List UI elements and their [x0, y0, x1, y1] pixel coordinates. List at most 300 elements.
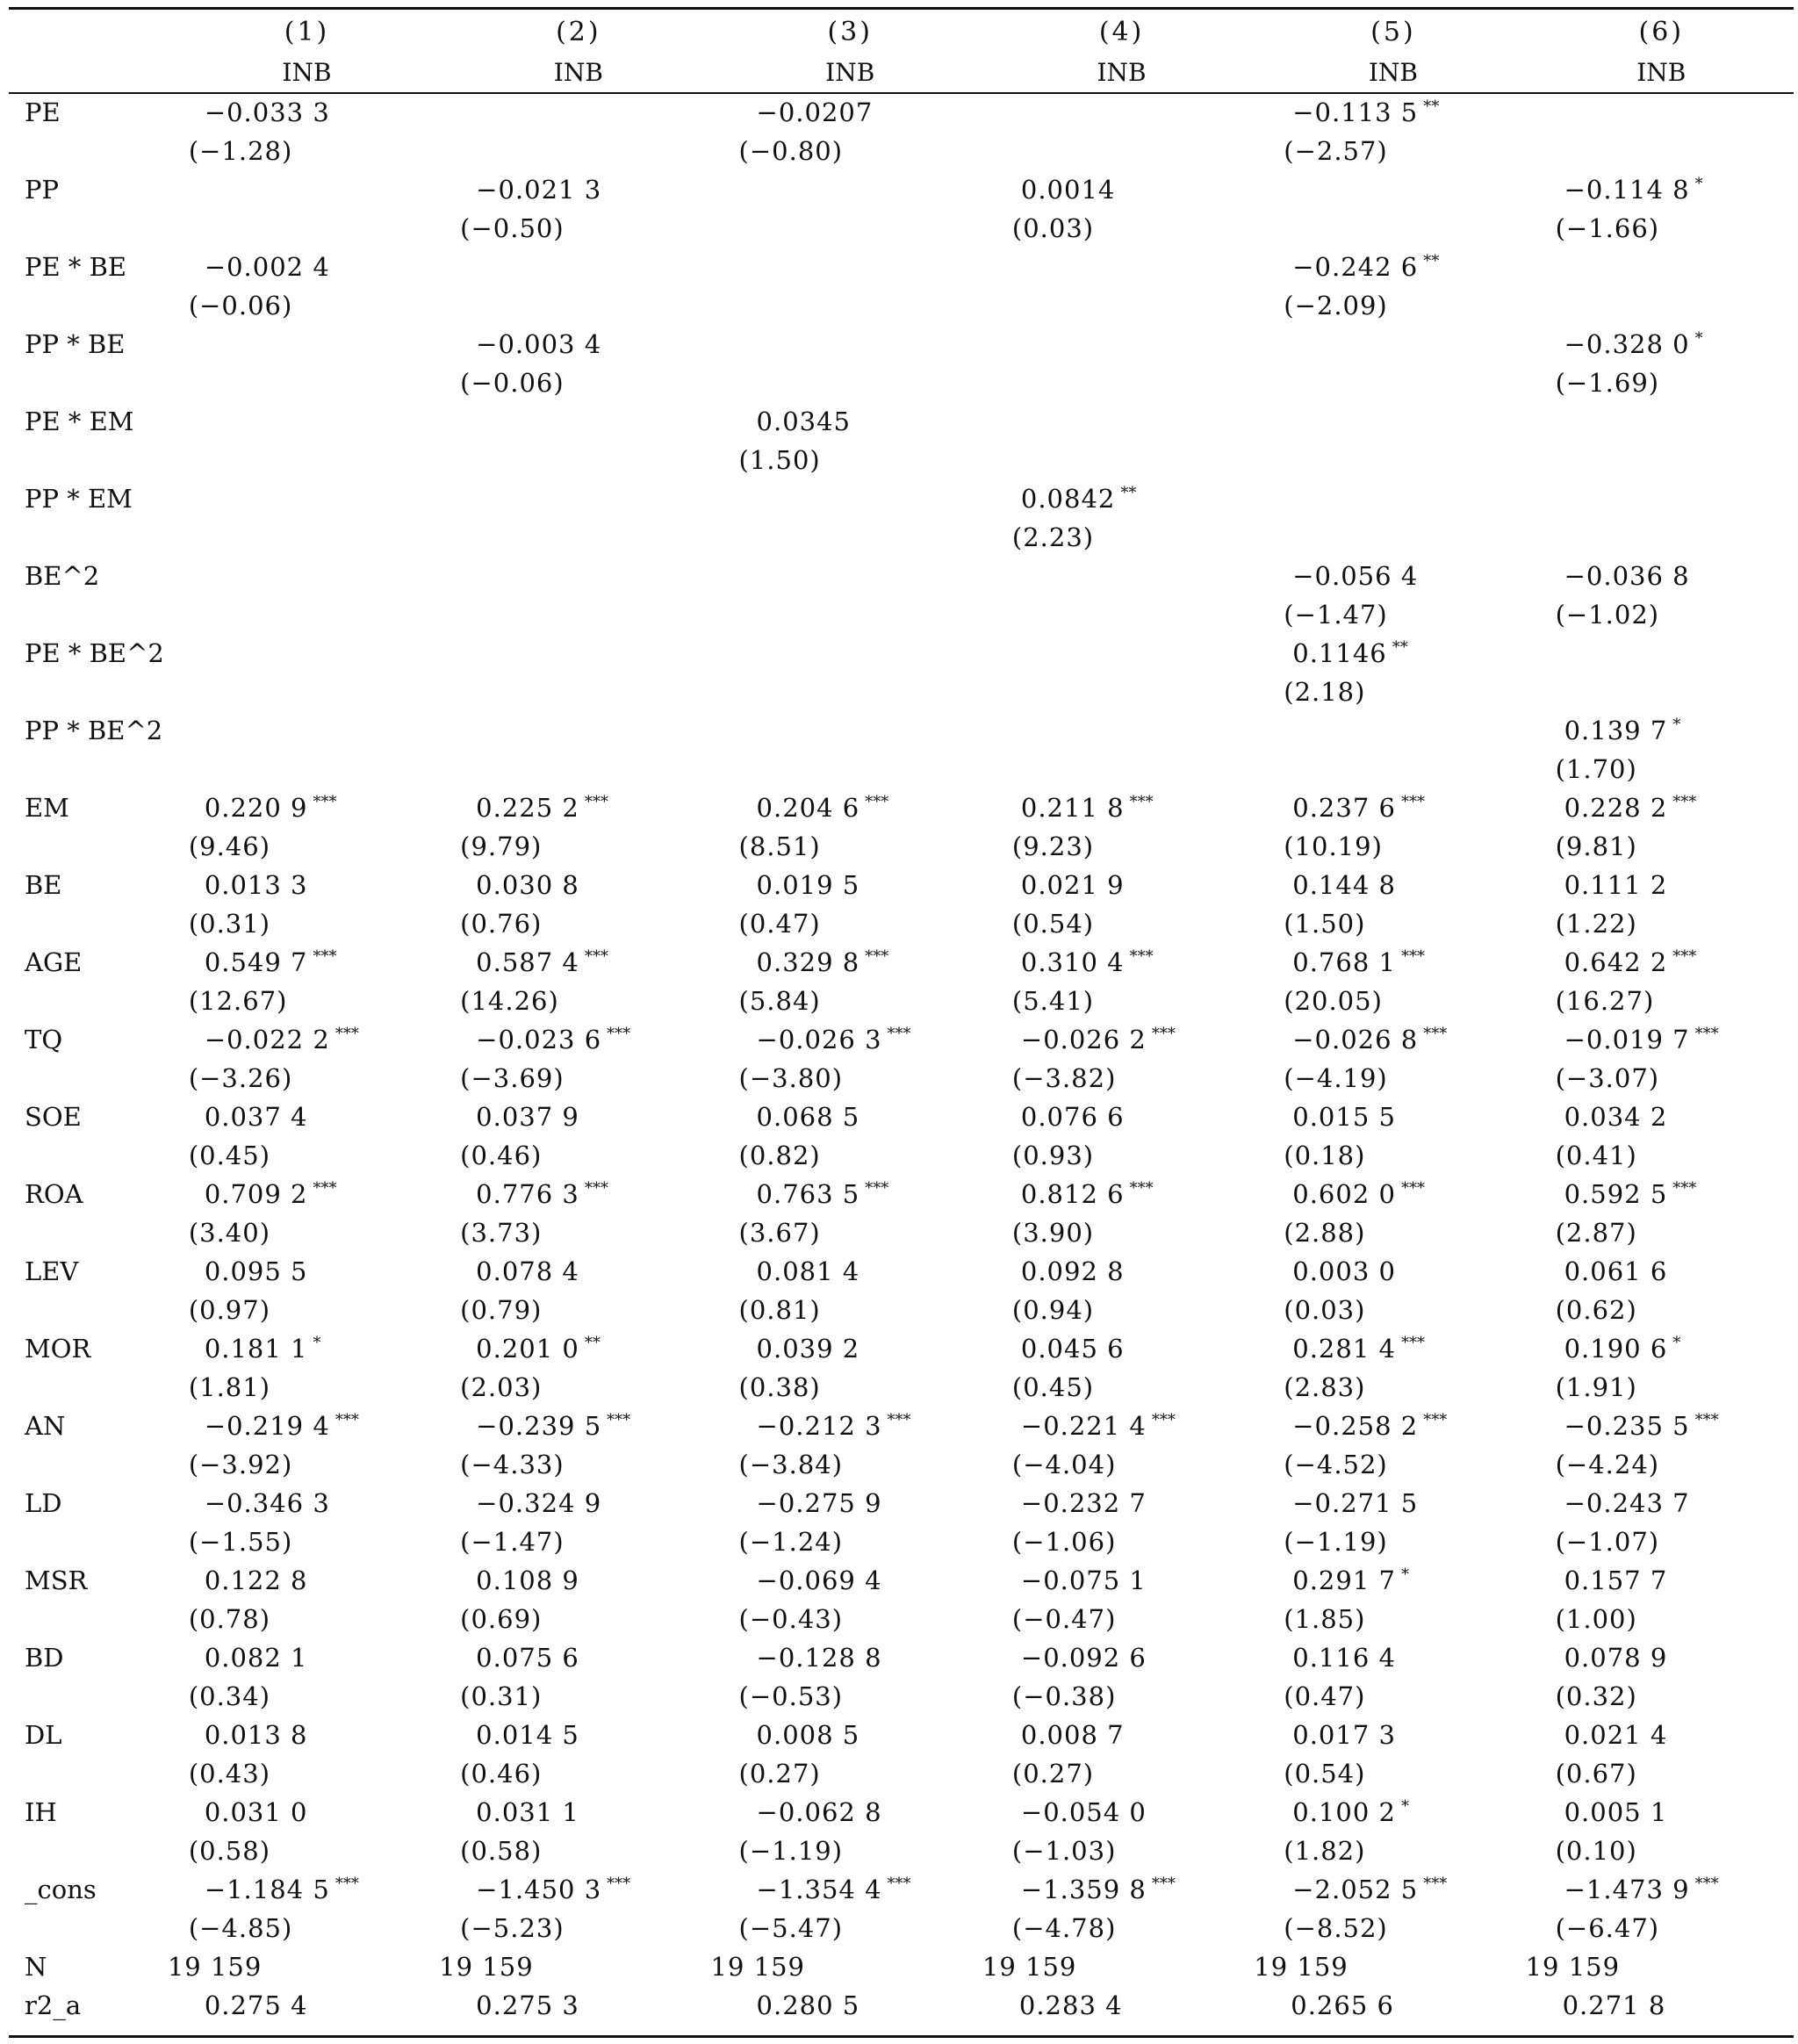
significance-stars: ***	[1129, 793, 1154, 812]
coefficient-value: 0.037 4	[204, 1102, 308, 1132]
t-statistic-cell	[986, 441, 1257, 479]
significance-stars: *	[1400, 1565, 1409, 1585]
t-statistic-value: (−4.04)	[1011, 1450, 1117, 1479]
t-statistic-value: (0.34)	[188, 1681, 271, 1711]
coefficient-cell	[1529, 634, 1794, 673]
col-dependent-var: INB	[553, 58, 603, 87]
coefficient-value: 0.008 5	[756, 1720, 860, 1750]
significance-stars: ***	[1694, 1875, 1719, 1894]
significance-stars: ***	[313, 793, 337, 812]
t-statistic-cell	[1529, 518, 1794, 557]
coefficient-cell	[1257, 1793, 1528, 1832]
coefficient-cell	[1257, 1175, 1528, 1213]
t-statistic-cell	[1529, 286, 1794, 325]
coefficient-cell	[1257, 1638, 1528, 1677]
coefficient-value: 0.211 8	[1020, 793, 1125, 823]
variable-name: BE	[25, 870, 62, 900]
t-statistic-cell	[442, 1909, 714, 1947]
coefficient-cell	[1257, 1561, 1528, 1600]
t-statistic-cell	[1257, 1754, 1528, 1793]
coefficient-value: 0.776 3	[476, 1179, 579, 1209]
t-statistic-value: (−1.55)	[188, 1527, 293, 1557]
coefficient-value: 0.709 2	[204, 1179, 308, 1209]
t-statistic-cell	[171, 209, 442, 248]
t-statistic-cell	[715, 595, 986, 634]
significance-stars: ***	[865, 947, 889, 967]
table-row-tstat	[9, 1136, 1794, 1175]
coefficient-cell	[442, 1252, 714, 1291]
t-statistic-value: (−1.07)	[1555, 1527, 1660, 1557]
significance-stars: ***	[607, 1025, 631, 1044]
t-statistic-value: (−0.06)	[460, 368, 565, 398]
coefficient-cell	[442, 634, 714, 673]
t-statistic-cell	[171, 286, 442, 325]
coefficient-value: 0.0014	[1020, 175, 1116, 205]
t-statistic-cell	[442, 827, 714, 866]
coefficient-value: 0.190 6	[1564, 1334, 1668, 1364]
t-statistic-cell	[986, 595, 1257, 634]
coefficient-value: 0.013 8	[204, 1720, 308, 1750]
coefficient-cell	[171, 170, 442, 209]
t-statistic-cell	[1529, 132, 1794, 170]
t-statistic-cell	[442, 1059, 714, 1098]
t-statistic-value: (−1.69)	[1555, 368, 1660, 398]
coefficient-value: 0.291 7	[1292, 1565, 1396, 1595]
table-row	[9, 325, 1794, 363]
coefficient-cell	[1529, 479, 1794, 518]
significance-stars: ***	[1400, 793, 1425, 812]
t-statistic-value: (2.87)	[1555, 1218, 1637, 1248]
significance-stars: ***	[1400, 947, 1425, 967]
coefficient-value: 0.019 5	[756, 870, 860, 900]
variable-name: LEV	[25, 1256, 79, 1286]
coefficient-value: 0.157 7	[1564, 1565, 1668, 1595]
t-statistic-cell	[1257, 1909, 1528, 1947]
t-statistic-cell	[1529, 1368, 1794, 1407]
t-statistic-value: (0.46)	[460, 1759, 543, 1788]
coefficient-value: 0.031 1	[476, 1797, 579, 1827]
coefficient-value: 0.329 8	[756, 947, 860, 977]
t-statistic-value: (1.22)	[1555, 909, 1637, 939]
t-statistic-cell	[1529, 1291, 1794, 1329]
coefficient-cell	[442, 1638, 714, 1677]
t-statistic-value: (0.31)	[188, 909, 271, 939]
t-statistic-value: (3.90)	[1011, 1218, 1095, 1248]
t-statistic-cell	[715, 827, 986, 866]
coefficient-cell	[1529, 1175, 1794, 1213]
col-dependent-var: INB	[825, 58, 875, 87]
t-statistic-value: (−4.33)	[460, 1450, 565, 1479]
t-statistic-cell	[715, 1213, 986, 1252]
t-statistic-cell	[171, 1909, 442, 1947]
coefficient-value: 0.812 6	[1020, 1179, 1125, 1209]
coefficient-cell	[1257, 170, 1528, 209]
t-statistic-value: (−2.57)	[1284, 136, 1388, 166]
t-statistic-cell	[171, 1600, 442, 1638]
t-statistic-cell	[1257, 1136, 1528, 1175]
variable-name-blank	[9, 209, 171, 248]
coefficient-value: −0.346 3	[204, 1488, 330, 1518]
t-statistic-cell	[715, 441, 986, 479]
table-row-tstat	[9, 209, 1794, 248]
summary-cell	[1529, 1986, 1794, 2025]
t-statistic-cell	[1257, 1445, 1528, 1484]
coefficient-cell	[1257, 248, 1528, 286]
t-statistic-value: (9.81)	[1555, 831, 1637, 861]
header-row-numbers	[9, 11, 1794, 53]
t-statistic-cell	[715, 750, 986, 788]
coefficient-cell	[1529, 788, 1794, 827]
t-statistic-cell	[986, 132, 1257, 170]
t-statistic-cell	[1529, 982, 1794, 1020]
t-statistic-value: (−1.03)	[1011, 1836, 1117, 1866]
t-statistic-cell	[715, 673, 986, 711]
significance-stars: ***	[1400, 1179, 1425, 1198]
table-row-summary	[9, 1986, 1794, 2025]
coefficient-cell	[986, 1793, 1257, 1832]
t-statistic-value: (20.05)	[1284, 986, 1383, 1016]
t-statistic-cell	[442, 1677, 714, 1716]
coefficient-cell	[1529, 1870, 1794, 1909]
coefficient-cell	[171, 325, 442, 363]
regression-table	[9, 11, 1794, 2025]
t-statistic-value: (0.10)	[1555, 1836, 1637, 1866]
t-statistic-value: (0.79)	[460, 1295, 543, 1325]
variable-name-blank	[9, 982, 171, 1020]
t-statistic-cell	[171, 132, 442, 170]
significance-stars: *	[1400, 1797, 1409, 1817]
coefficient-cell	[986, 1870, 1257, 1909]
t-statistic-value: (2.23)	[1011, 522, 1095, 552]
t-statistic-cell	[715, 1832, 986, 1870]
coefficient-cell	[1257, 1870, 1528, 1909]
summary-label: r2_a	[25, 1990, 82, 2020]
t-statistic-value: (3.67)	[738, 1218, 821, 1248]
t-statistic-value: (0.81)	[738, 1295, 821, 1325]
significance-stars: **	[1120, 484, 1137, 503]
t-statistic-value: (2.18)	[1284, 677, 1366, 707]
t-statistic-cell	[442, 1368, 714, 1407]
table-row	[9, 1098, 1794, 1136]
coefficient-value: 0.139 7	[1564, 716, 1668, 745]
coefficient-cell	[1529, 1638, 1794, 1677]
t-statistic-cell	[986, 1059, 1257, 1098]
t-statistic-value: (0.45)	[188, 1141, 271, 1170]
coefficient-cell	[1529, 1484, 1794, 1522]
col-number: (3)	[827, 16, 873, 47]
variable-name: TQ	[25, 1025, 63, 1054]
t-statistic-cell	[171, 1368, 442, 1407]
variable-name-blank	[9, 363, 171, 402]
t-statistic-cell	[171, 518, 442, 557]
coefficient-cell	[442, 479, 714, 518]
t-statistic-value: (−1.19)	[1284, 1527, 1388, 1557]
coefficient-cell	[715, 1716, 986, 1754]
variable-name: PP	[25, 175, 60, 205]
coefficient-cell	[715, 170, 986, 209]
t-statistic-value: (1.00)	[1555, 1604, 1637, 1634]
table-row-tstat	[9, 363, 1794, 402]
coefficient-cell	[1529, 1793, 1794, 1832]
t-statistic-cell	[715, 1754, 986, 1793]
t-statistic-cell	[986, 1909, 1257, 1947]
t-statistic-value: (−1.47)	[460, 1527, 565, 1557]
significance-stars: ***	[1672, 947, 1697, 967]
t-statistic-value: (−5.47)	[738, 1913, 844, 1943]
t-statistic-cell	[715, 1368, 986, 1407]
coefficient-cell	[1529, 1252, 1794, 1291]
t-statistic-cell	[1257, 750, 1528, 788]
t-statistic-value: (0.03)	[1284, 1295, 1366, 1325]
t-statistic-value: (−0.38)	[1011, 1681, 1117, 1711]
variable-name-blank	[9, 1059, 171, 1098]
t-statistic-value: (−6.47)	[1555, 1913, 1660, 1943]
table-row	[9, 1870, 1794, 1909]
significance-stars: ***	[1672, 1179, 1697, 1198]
coefficient-value: −0.026 8	[1292, 1025, 1419, 1054]
table-row	[9, 479, 1794, 518]
t-statistic-cell	[171, 982, 442, 1020]
t-statistic-value: (−3.69)	[460, 1063, 565, 1093]
coefficient-cell	[1529, 866, 1794, 904]
t-statistic-cell	[986, 673, 1257, 711]
coefficient-cell	[1529, 402, 1794, 441]
coefficient-value: 0.201 0	[476, 1334, 579, 1364]
t-statistic-value: (−0.53)	[738, 1681, 844, 1711]
t-statistic-cell	[1529, 827, 1794, 866]
summary-value: 19 159	[167, 1952, 263, 1982]
summary-cell	[1525, 1947, 1794, 1986]
t-statistic-cell	[715, 1136, 986, 1175]
coefficient-cell	[442, 93, 714, 132]
coefficient-cell	[171, 93, 442, 132]
t-statistic-value: (9.46)	[188, 831, 271, 861]
significance-stars: *	[313, 1334, 321, 1353]
t-statistic-cell	[715, 518, 986, 557]
t-statistic-cell	[171, 1832, 442, 1870]
coefficient-value: −0.235 5	[1564, 1411, 1690, 1441]
t-statistic-value: (14.26)	[460, 986, 559, 1016]
t-statistic-cell	[986, 1291, 1257, 1329]
coefficient-value: −0.026 3	[756, 1025, 882, 1054]
coefficient-value: −0.0207	[756, 97, 874, 127]
coefficient-cell	[715, 634, 986, 673]
coefficient-cell	[1257, 93, 1528, 132]
coefficient-cell	[442, 943, 714, 982]
t-statistic-value: (−0.50)	[460, 213, 565, 243]
coefficient-cell	[986, 634, 1257, 673]
variable-name-blank	[9, 904, 171, 943]
t-statistic-cell	[986, 904, 1257, 943]
coefficient-cell	[442, 1098, 714, 1136]
coefficient-value: 0.181 1	[204, 1334, 308, 1364]
t-statistic-cell	[1529, 1213, 1794, 1252]
coefficient-cell	[715, 479, 986, 518]
coefficient-cell	[442, 557, 714, 595]
t-statistic-value: (2.88)	[1284, 1218, 1366, 1248]
significance-stars: *	[1694, 329, 1703, 349]
table-body	[9, 93, 1794, 2025]
coefficient-cell	[715, 1175, 986, 1213]
t-statistic-value: (0.54)	[1011, 909, 1095, 939]
t-statistic-cell	[986, 1600, 1257, 1638]
coefficient-value: −1.184 5	[204, 1875, 330, 1904]
t-statistic-value: (−3.26)	[188, 1063, 293, 1093]
coefficient-cell	[986, 1716, 1257, 1754]
header-corner	[9, 11, 171, 53]
table-row	[9, 1407, 1794, 1445]
coefficient-cell	[986, 248, 1257, 286]
coefficient-cell	[1257, 943, 1528, 982]
t-statistic-cell	[442, 1754, 714, 1793]
t-statistic-cell	[715, 286, 986, 325]
t-statistic-cell	[442, 904, 714, 943]
significance-stars: ***	[313, 1179, 337, 1198]
coefficient-cell	[1257, 1716, 1528, 1754]
t-statistic-value: (0.78)	[188, 1604, 271, 1634]
coefficient-value: −0.239 5	[476, 1411, 602, 1441]
t-statistic-cell	[986, 827, 1257, 866]
t-statistic-cell	[715, 363, 986, 402]
variable-name-blank	[9, 1600, 171, 1638]
t-statistic-cell	[442, 673, 714, 711]
t-statistic-cell	[171, 750, 442, 788]
table-row	[9, 1793, 1794, 1832]
t-statistic-value: (0.31)	[460, 1681, 543, 1711]
t-statistic-cell	[442, 1291, 714, 1329]
t-statistic-cell	[1257, 286, 1528, 325]
t-statistic-cell	[442, 286, 714, 325]
variable-name-blank	[9, 595, 171, 634]
t-statistic-value: (0.18)	[1284, 1141, 1366, 1170]
t-statistic-cell	[1529, 750, 1794, 788]
coefficient-value: 0.237 6	[1292, 793, 1396, 823]
t-statistic-cell	[715, 1909, 986, 1947]
t-statistic-cell	[171, 1059, 442, 1098]
coefficient-value: 0.078 9	[1564, 1643, 1668, 1673]
table-row-tstat	[9, 982, 1794, 1020]
significance-stars: ***	[334, 1025, 359, 1044]
t-statistic-value: (1.50)	[738, 445, 821, 475]
t-statistic-cell	[1257, 1213, 1528, 1252]
coefficient-cell	[442, 1561, 714, 1600]
t-statistic-cell	[171, 1291, 442, 1329]
t-statistic-cell	[715, 982, 986, 1020]
top-rule	[9, 7, 1794, 10]
significance-stars: ***	[584, 793, 608, 812]
t-statistic-value: (5.84)	[738, 986, 821, 1016]
coefficient-cell	[442, 1329, 714, 1368]
coefficient-cell	[715, 1020, 986, 1059]
coefficient-cell	[986, 711, 1257, 750]
coefficient-value: −0.232 7	[1020, 1488, 1147, 1518]
significance-stars: ***	[887, 1875, 911, 1894]
t-statistic-cell	[1257, 132, 1528, 170]
significance-stars: *	[1694, 175, 1703, 194]
coefficient-cell	[1257, 1098, 1528, 1136]
variable-name-blank	[9, 1754, 171, 1793]
t-statistic-cell	[171, 1754, 442, 1793]
coefficient-value: −0.113 5	[1292, 97, 1419, 127]
variable-name-blank	[9, 286, 171, 325]
coefficient-value: 0.014 5	[476, 1720, 579, 1750]
significance-stars: ***	[1129, 1179, 1154, 1198]
variable-name: DL	[25, 1720, 62, 1750]
coefficient-value: −0.022 2	[204, 1025, 330, 1054]
coefficient-cell	[986, 557, 1257, 595]
t-statistic-cell	[442, 209, 714, 248]
summary-cell	[715, 1986, 986, 2025]
variable-name: PE * BE^2	[25, 638, 164, 668]
t-statistic-value: (3.40)	[188, 1218, 271, 1248]
table-row	[9, 1484, 1794, 1522]
coefficient-cell	[171, 1793, 442, 1832]
coefficient-cell	[715, 788, 986, 827]
t-statistic-cell	[1257, 1291, 1528, 1329]
significance-stars: ***	[584, 1179, 608, 1198]
coefficient-cell	[1529, 1020, 1794, 1059]
summary-value: 19 159	[710, 1952, 806, 1982]
coefficient-value: −0.221 4	[1020, 1411, 1147, 1441]
summary-value: 0.280 5	[756, 1990, 860, 2020]
coefficient-cell	[171, 557, 442, 595]
significance-stars: ***	[1694, 1025, 1719, 1044]
coefficient-value: 0.034 2	[1564, 1102, 1668, 1132]
t-statistic-cell	[1529, 441, 1794, 479]
t-statistic-value: (−3.82)	[1011, 1063, 1117, 1093]
coefficient-value: −0.026 2	[1020, 1025, 1147, 1054]
coefficient-value: −0.324 9	[476, 1488, 602, 1518]
t-statistic-value: (0.43)	[188, 1759, 271, 1788]
t-statistic-value: (−1.28)	[188, 136, 293, 166]
t-statistic-cell	[171, 441, 442, 479]
col-number: (6)	[1638, 16, 1685, 47]
coefficient-value: 0.642 2	[1564, 947, 1668, 977]
coefficient-cell	[442, 170, 714, 209]
coefficient-cell	[1257, 557, 1528, 595]
t-statistic-cell	[171, 673, 442, 711]
t-statistic-cell	[715, 1291, 986, 1329]
t-statistic-value: (0.76)	[460, 909, 543, 939]
coefficient-cell	[171, 788, 442, 827]
significance-stars: ***	[887, 1411, 911, 1430]
coefficient-cell	[1257, 1407, 1528, 1445]
coefficient-cell	[1257, 402, 1528, 441]
col-number: (2)	[556, 16, 601, 47]
t-statistic-cell	[171, 904, 442, 943]
t-statistic-cell	[715, 1059, 986, 1098]
coefficient-value: −0.036 8	[1564, 561, 1690, 591]
t-statistic-value: (−2.09)	[1284, 291, 1388, 320]
significance-stars: ***	[1672, 793, 1697, 812]
variable-name-blank	[9, 673, 171, 711]
col-number: (4)	[1098, 16, 1145, 47]
t-statistic-cell	[986, 982, 1257, 1020]
coefficient-cell	[986, 1407, 1257, 1445]
t-statistic-cell	[1257, 673, 1528, 711]
t-statistic-cell	[986, 209, 1257, 248]
table-row-tstat	[9, 1600, 1794, 1638]
t-statistic-value: (−1.47)	[1284, 600, 1388, 630]
coefficient-cell	[171, 711, 442, 750]
coefficient-cell	[986, 93, 1257, 132]
coefficient-value: −0.062 8	[756, 1797, 882, 1827]
coefficient-cell	[442, 1870, 714, 1909]
coefficient-cell	[986, 325, 1257, 363]
significance-stars: ***	[607, 1875, 631, 1894]
significance-stars: **	[584, 1334, 601, 1353]
col-number: (5)	[1370, 16, 1416, 47]
